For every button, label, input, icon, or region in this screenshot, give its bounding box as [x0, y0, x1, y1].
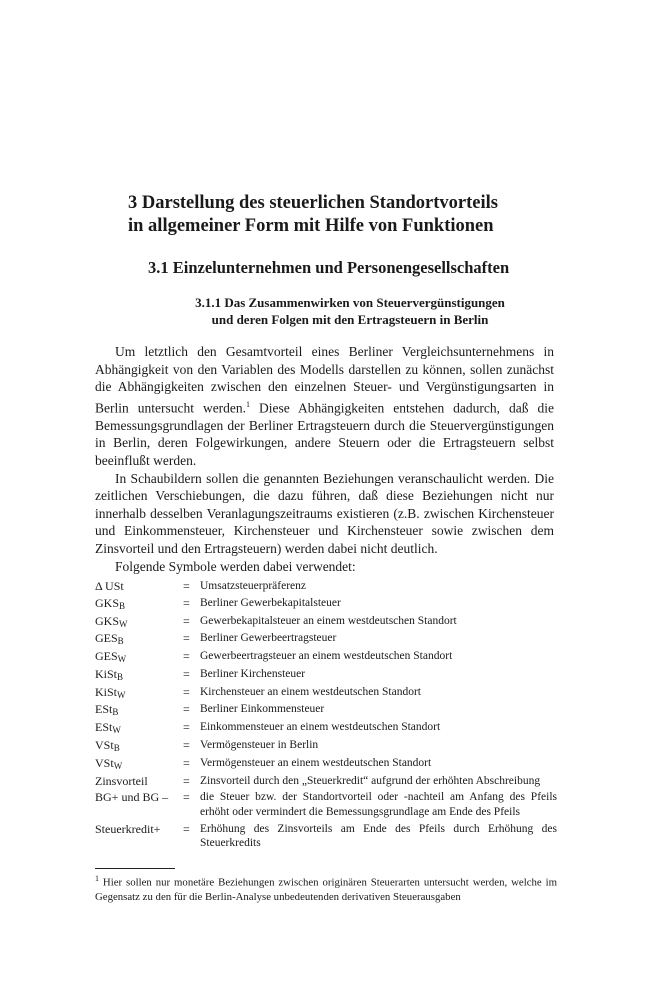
symbol-row [95, 685, 557, 701]
symbol-abbreviation [95, 790, 183, 805]
symbol-row [95, 756, 557, 772]
chapter-title-line-1: 3 Darstellung des steuerlichen Standortvorteils [128, 193, 498, 213]
subsection-title-line-1: 3.1.1 Das Zusammenwirken von Steuervergünstigungen [195, 295, 505, 310]
symbol-base: Δ USt [95, 579, 124, 593]
symbol-abbreviation [95, 720, 183, 736]
symbol-description: Gewerbeertragsteuer an einem westdeutschen Standort [200, 650, 453, 663]
symbol-description: Kirchensteuer an einem westdeutschen Standort [200, 685, 421, 698]
symbol-base: GES [95, 631, 118, 646]
equals-sign: = [183, 613, 190, 628]
equals-sign: = [183, 821, 190, 836]
symbol-subscript: W [113, 760, 123, 771]
symbol-subscript: B [117, 671, 124, 682]
symbol-row [95, 649, 557, 665]
symbol-base: ESt [95, 720, 113, 735]
symbol-base: Steuerkredit+ [95, 821, 161, 836]
symbol-description: die Steuer bzw. der Standortvorteil oder -nachteil am Anfang des Pfeils erhöht oder vermindert die Bemessungsgrundlage am Ende des Pfeils [200, 791, 557, 818]
equals-sign: = [183, 790, 190, 805]
symbol-base: KiSt [95, 666, 118, 681]
symbol-subscript: B [117, 636, 124, 647]
symbol-base: GES [95, 649, 118, 664]
footnote-text: Hier sollen nur monetäre Beziehungen zwischen originären Steuerarten untersucht werden, welche im Gegensatz zu den für die Berlin-Analyse unbedeutenden derivativen Steuerausgaben [95, 876, 557, 903]
paragraph-1-part-2: Diese Abhängigkeiten entstehen dadurch, daß die Bemessungsgrundlagen der Berliner Ertragsteuern durch die Steuervergünstigungen in Berlin, deren Folgewirkungen, andere Steuern oder die Ertragsteuern selbst beeinflußt werden. [95, 400, 554, 469]
paragraph-3: Folgende Symbole werden dabei verwendet: [115, 558, 356, 574]
symbol-abbreviation [95, 614, 183, 630]
equals-sign: = [183, 755, 190, 770]
symbol-description: Vermögensteuer in Berlin [200, 739, 319, 752]
symbol-description: Gewerbekapitalsteuer an einem westdeutschen Standort [200, 614, 457, 627]
symbol-row [95, 667, 557, 683]
symbol-subscript: B [119, 600, 126, 611]
subsection-title [150, 294, 550, 328]
symbol-base: VSt [95, 738, 114, 753]
symbol-abbreviation [95, 579, 183, 594]
paragraph-1-part-1: Um letztlich den Gesamtvorteil eines Berliner Vergleichsunternehmens in Abhängigkeit von den Variablen des Modells darstellen zu können, sollen zunächst die Abhängigkeiten zwischen den einzelnen Steuer- und Vergünstigungsarten in Berlin untersucht werden. [95, 344, 554, 416]
symbol-abbreviation [95, 702, 183, 718]
equals-sign: = [183, 649, 190, 664]
symbol-abbreviation [95, 649, 183, 665]
equals-sign: = [183, 738, 190, 753]
symbol-list [95, 579, 557, 853]
equals-sign: = [183, 773, 190, 788]
symbol-row [95, 790, 557, 819]
symbol-abbreviation [95, 756, 183, 772]
symbol-row [95, 702, 557, 718]
symbol-row [95, 774, 557, 789]
symbol-abbreviation [95, 738, 183, 754]
equals-sign: = [183, 720, 190, 735]
symbol-base: VSt [95, 755, 114, 770]
symbol-description: Berliner Kirchensteuer [200, 667, 306, 680]
symbol-abbreviation [95, 685, 183, 701]
symbol-row [95, 822, 557, 851]
symbol-subscript: W [117, 654, 127, 665]
symbol-abbreviation [95, 774, 183, 789]
symbol-base: GKS [95, 613, 120, 628]
symbol-description: Umsatzsteuerpräferenz [200, 580, 306, 592]
symbol-subscript: B [112, 707, 119, 718]
symbol-description: Erhöhung des Zinsvorteils am Ende des Pfeils durch Erhöhung des Steuerkredits [200, 822, 557, 850]
symbol-base: KiSt [95, 684, 118, 699]
symbol-row [95, 614, 557, 630]
body-text [95, 343, 554, 579]
symbol-description: Zinsvorteil durch den „Steuerkredit“ aufgrund der erhöhten Abschreibung [200, 774, 541, 787]
symbol-base: GKS [95, 595, 120, 610]
equals-sign: = [183, 579, 190, 593]
symbol-abbreviation [95, 631, 183, 647]
footnote-divider [95, 868, 175, 869]
symbol-base: ESt [95, 702, 113, 717]
footnote [95, 872, 557, 904]
symbol-description: Berliner Gewerbekapitalsteuer [200, 596, 341, 609]
symbol-description: Vermögensteuer an einem westdeutschen Standort [200, 756, 432, 769]
equals-sign: = [183, 666, 190, 681]
symbol-base: Zinsvorteil [95, 773, 148, 788]
symbol-abbreviation [95, 667, 183, 683]
symbol-description: Berliner Einkommensteuer [200, 703, 325, 716]
section-title: 3.1 Einzelunternehmen und Personengesellschaften [148, 258, 510, 277]
subsection-title-line-2: und deren Folgen mit den Ertragsteuern in Berlin [211, 312, 489, 327]
symbol-abbreviation [95, 822, 183, 837]
symbol-row [95, 631, 557, 647]
symbol-row [95, 596, 557, 612]
equals-sign: = [183, 684, 190, 699]
symbol-row [95, 720, 557, 736]
equals-sign: = [183, 702, 190, 717]
symbol-row [95, 579, 557, 594]
symbol-base: BG+ und BG – [95, 790, 169, 805]
symbol-subscript: W [117, 689, 126, 700]
paragraph-2: In Schaubildern sollen die genannten Beziehungen veranschaulicht werden. Die zeitlichen Verschiebungen, die dazu führen, daß diese Beziehungen nicht nur innerhalb desselben Veranlagungszeitraums existieren (z.B. zwischen Kirchensteuer und Einkommensteuer, Kirchensteuer und Kirchensteuer sowie zwischen dem Zinsvorteil und den Ertragsteuern) werden dabei nicht deutlich. [95, 470, 554, 557]
chapter-title [128, 192, 548, 238]
equals-sign: = [183, 595, 190, 610]
symbol-abbreviation [95, 596, 183, 612]
footnote-mark: 1 [95, 874, 99, 883]
paragraph-1 [95, 343, 554, 470]
symbol-subscript: W [119, 618, 128, 629]
chapter-title-line-2: in allgemeiner Form mit Hilfe von Funktionen [128, 216, 494, 236]
footnote-reference: 1 [246, 399, 251, 409]
equals-sign: = [183, 631, 190, 646]
symbol-description: Berliner Gewerbeertragsteuer [200, 632, 337, 645]
symbol-subscript: W [112, 725, 121, 736]
symbol-description: Einkommensteuer an einem westdeutschen Standort [200, 721, 441, 734]
symbol-row [95, 738, 557, 754]
symbol-subscript: B [113, 743, 120, 754]
